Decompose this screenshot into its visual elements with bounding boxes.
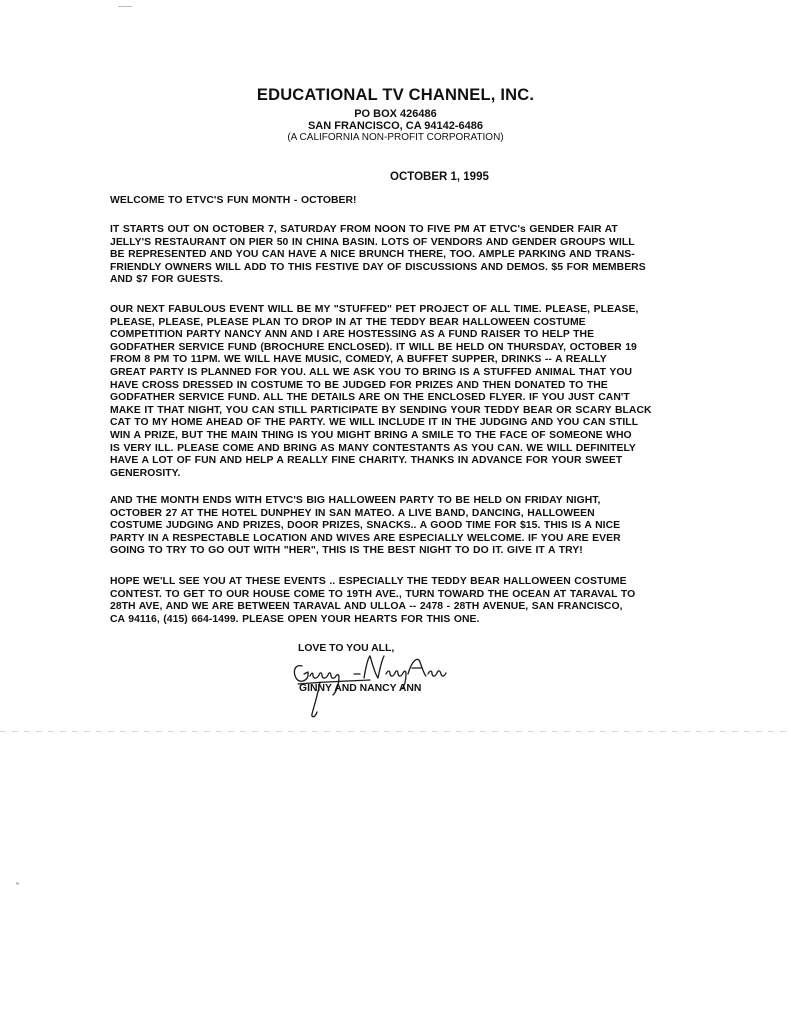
paragraph-line: FRIENDLY OWNERS WILL ADD TO THIS FESTIVE DAY OF DISCUSSIONS AND DEMOS. $5 FOR MEMBERS — [110, 261, 646, 273]
paragraph-line: AND $7 FOR GUESTS. — [110, 274, 223, 286]
paragraph-line: 28TH AVE, AND WE ARE BETWEEN TARAVAL AND ULLOA -- 2478 - 28TH AVENUE, SAN FRANCISCO, — [110, 601, 623, 613]
signers-names: GINNY AND NANCY ANN — [299, 683, 422, 694]
paragraph-line: AND THE MONTH ENDS WITH ETVC'S BIG HALLOWEEN PARTY TO BE HELD ON FRIDAY NIGHT, — [110, 495, 601, 506]
paragraph-line: FROM 8 PM TO 11PM. WE WILL HAVE MUSIC, COMEDY, A BUFFET SUPPER, DRINKS -- A REALLY — [110, 354, 607, 366]
paragraph-line: GENEROSITY. — [110, 467, 181, 479]
paragraph-line: MAKE IT THAT NIGHT, YOU CAN STILL PARTICIPATE BY SENDING YOUR TEDDY BEAR OR SCARY BLACK — [110, 404, 652, 416]
organization-name: EDUCATIONAL TV CHANNEL, INC. — [256, 86, 535, 104]
paragraph-line: IS VERY ILL. PLEASE COME AND BRING AS MANY CONTESTANTS AS YOU CAN. WE WILL DEFINITELY — [110, 442, 636, 454]
letter-date: OCTOBER 1, 1995 — [390, 171, 489, 183]
paragraph-line: BE REPRESENTED AND YOU CAN HAVE A NICE BRUNCH THERE, TOO. AMPLE PARKING AND TRANS- — [110, 249, 635, 261]
corporation-note: (A CALIFORNIA NON-PROFIT CORPORATION) — [287, 132, 504, 143]
paragraph-directions — [110, 576, 690, 626]
paragraph-line: HOPE WE'LL SEE YOU AT THESE EVENTS .. ESPECIALLY THE TEDDY BEAR HALLOWEEN COSTUME — [110, 576, 627, 587]
paragraph-line: WIN A PRIZE, BUT THE MAIN THING IS YOU MIGHT BRING A SMILE TO THE FACE OF SOMEONE WHO — [110, 429, 632, 441]
welcome-line: WELCOME TO ETVC'S FUN MONTH - OCTOBER! — [110, 195, 357, 206]
paragraph-line: COMPETITION PARTY NANCY ANN AND I ARE HOSTESSING AS A FUND RAISER TO HELP THE — [110, 329, 595, 341]
closing-line: LOVE TO YOU ALL, — [298, 643, 395, 654]
scan-speck — [118, 6, 132, 7]
paragraph-line: IT STARTS OUT ON OCTOBER 7, SATURDAY FROM NOON TO FIVE PM AT ETVC's GENDER FAIR AT — [110, 224, 618, 235]
paragraph-line: OUR NEXT FABULOUS EVENT WILL BE MY "STUFFED" PET PROJECT OF ALL TIME. PLEASE, PLEASE, — [110, 304, 639, 315]
paragraph-line: GOING TO TRY TO GO OUT WITH "HER", THIS IS THE BEST NIGHT TO DO IT. GIVE IT A TRY! — [110, 545, 583, 557]
paragraph-line: GODFATHER SERVICE FUND (BROCHURE ENCLOSED). IT WILL BE HELD ON THURSDAY, OCTOBER 19 — [110, 341, 637, 353]
paragraph-line: HAVE A LOT OF FUN AND HELP A REALLY FINE CHARITY. THANKS IN ADVANCE FOR YOUR SWEET — [110, 455, 623, 467]
paragraph-line: CA 94116, (415) 664-1499. PLEASE OPEN YOUR HEARTS FOR THIS ONE. — [110, 613, 480, 625]
paragraph-line: CAT TO MY HOME AHEAD OF THE PARTY. WE WILL INCLUDE IT IN THE JUDGING AND YOU CAN STILL — [110, 417, 639, 429]
paragraph-line: GODFATHER SERVICE FUND. ALL THE DETAILS ARE ON THE ENCLOSED FLYER. IF YOU JUST CAN'T — [110, 392, 630, 404]
paragraph-line: CONTEST. TO GET TO OUR HOUSE COME TO 19TH AVE., TURN TOWARD THE OCEAN AT TARAVAL TO — [110, 588, 636, 600]
paragraph-teddy-bear-party — [110, 304, 690, 480]
paragraph-line: OCTOBER 27 AT THE HOTEL DUNPHEY IN SAN MATEO. A LIVE BAND, DANCING, HALLOWEEN — [110, 507, 595, 519]
paragraph-line: PLEASE, PLEASE, PLEASE PLAN TO DROP IN AT THE TEDDY BEAR HALLOWEEN COSTUME — [110, 316, 586, 328]
paragraph-line: HAVE CROSS DRESSED IN COSTUME TO BE JUDGED FOR PRIZES AND THEN DONATED TO THE — [110, 379, 608, 391]
scan-artifact-line — [0, 731, 791, 732]
paragraph-line: PARTY IN A RESPECTABLE LOCATION AND WIVES ARE ESPECIALLY WELCOME. IF YOU ARE EVER — [110, 532, 621, 544]
paragraph-halloween-party — [110, 495, 690, 558]
scan-speck — [16, 882, 19, 885]
paragraph-gender-fair — [110, 224, 690, 287]
paragraph-line: COSTUME JUDGING AND PRIZES, DOOR PRIZES, SNACKS.. A GOOD TIME FOR $15. THIS IS A NICE — [110, 520, 621, 532]
paragraph-line: GREAT PARTY IS PLANNED FOR YOU. ALL WE ASK YOU TO BRING IS A STUFFED ANIMAL THAT YOU — [110, 366, 633, 378]
city-line: SAN FRANCISCO, CA 94142-6486 — [307, 120, 484, 132]
po-box: PO BOX 426486 — [354, 108, 437, 120]
paragraph-line: JELLY'S RESTAURANT ON PIER 50 IN CHINA BASIN. LOTS OF VENDORS AND GENDER GROUPS WILL — [110, 236, 635, 248]
